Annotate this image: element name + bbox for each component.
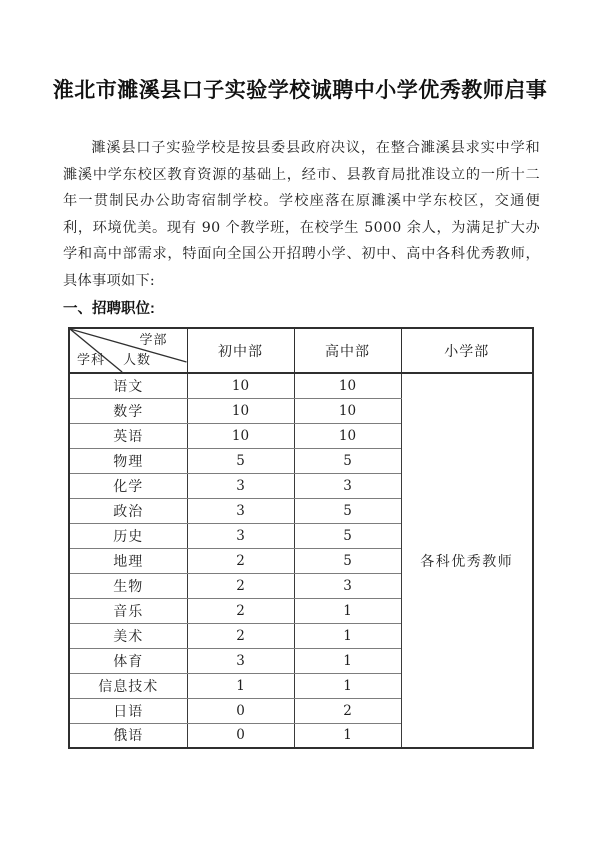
- corner-label-subject: 学科: [77, 353, 106, 368]
- senior-count-cell: 5: [294, 448, 401, 473]
- subject-cell: 信息技术: [69, 673, 187, 698]
- subject-cell: 英语: [69, 423, 187, 448]
- senior-count-cell: 1: [294, 598, 401, 623]
- column-header-primary-division: 小学部: [401, 328, 533, 373]
- corner-header-cell: [69, 328, 187, 373]
- subject-cell: 日语: [69, 698, 187, 723]
- junior-count-cell: 5: [187, 448, 294, 473]
- subject-cell: 化学: [69, 473, 187, 498]
- section-heading-recruitment-positions: 一、招聘职位:: [63, 301, 155, 317]
- subject-cell: 历史: [69, 523, 187, 548]
- subject-cell: 体育: [69, 648, 187, 673]
- primary-division-note-cell: 各科优秀教师: [401, 373, 533, 748]
- subject-cell: 音乐: [69, 598, 187, 623]
- junior-count-cell: 2: [187, 573, 294, 598]
- junior-count-cell: 3: [187, 498, 294, 523]
- junior-count-cell: 2: [187, 623, 294, 648]
- senior-count-cell: 1: [294, 648, 401, 673]
- junior-count-cell: 2: [187, 598, 294, 623]
- subject-cell: 政治: [69, 498, 187, 523]
- senior-count-cell: 1: [294, 723, 401, 748]
- junior-count-cell: 0: [187, 723, 294, 748]
- table-header-row: [69, 328, 533, 373]
- senior-count-cell: 10: [294, 398, 401, 423]
- senior-count-cell: 3: [294, 573, 401, 598]
- junior-count-cell: 10: [187, 423, 294, 448]
- table-body: [69, 373, 533, 748]
- corner-label-headcount: 人数: [123, 353, 152, 368]
- subject-cell: 物理: [69, 448, 187, 473]
- senior-count-cell: 3: [294, 473, 401, 498]
- senior-count-cell: 2: [294, 698, 401, 723]
- junior-count-cell: 3: [187, 473, 294, 498]
- junior-count-cell: 10: [187, 373, 294, 398]
- recruitment-positions-table: [68, 327, 534, 749]
- junior-count-cell: 3: [187, 523, 294, 548]
- document-title: 淮北市濉溪县口子实验学校诚聘中小学优秀教师启事: [52, 79, 548, 102]
- table-row: [69, 373, 533, 398]
- senior-count-cell: 5: [294, 523, 401, 548]
- senior-count-cell: 5: [294, 498, 401, 523]
- corner-label-department: 学部: [139, 333, 168, 348]
- junior-count-cell: 1: [187, 673, 294, 698]
- senior-count-cell: 10: [294, 423, 401, 448]
- senior-count-cell: 10: [294, 373, 401, 398]
- subject-cell: 生物: [69, 573, 187, 598]
- subject-cell: 数学: [69, 398, 187, 423]
- subject-cell: 美术: [69, 623, 187, 648]
- junior-count-cell: 3: [187, 648, 294, 673]
- subject-cell: 语文: [69, 373, 187, 398]
- column-header-senior-division: 高中部: [294, 328, 401, 373]
- senior-count-cell: 1: [294, 623, 401, 648]
- junior-count-cell: 0: [187, 698, 294, 723]
- column-header-junior-division: 初中部: [187, 328, 294, 373]
- subject-cell: 俄语: [69, 723, 187, 748]
- senior-count-cell: 5: [294, 548, 401, 573]
- junior-count-cell: 2: [187, 548, 294, 573]
- subject-cell: 地理: [69, 548, 187, 573]
- junior-count-cell: 10: [187, 398, 294, 423]
- intro-paragraph: 濉溪县口子实验学校是按县委县政府决议，在整合濉溪县求实中学和濉溪中学东校区教育资源的基础上，经市、县教育局批准设立的一所十二年一贯制民办公助寄宿制学校。学校座落在原濉溪中学东校区，交通便利，环境优美。现有 90 个教学班，在校学生 5000 余人，为满足扩大办学和高中部需求，特面向全国公开招聘小学、初中、高中各科优秀教师，具体事项如下:: [63, 140, 540, 289]
- senior-count-cell: 1: [294, 673, 401, 698]
